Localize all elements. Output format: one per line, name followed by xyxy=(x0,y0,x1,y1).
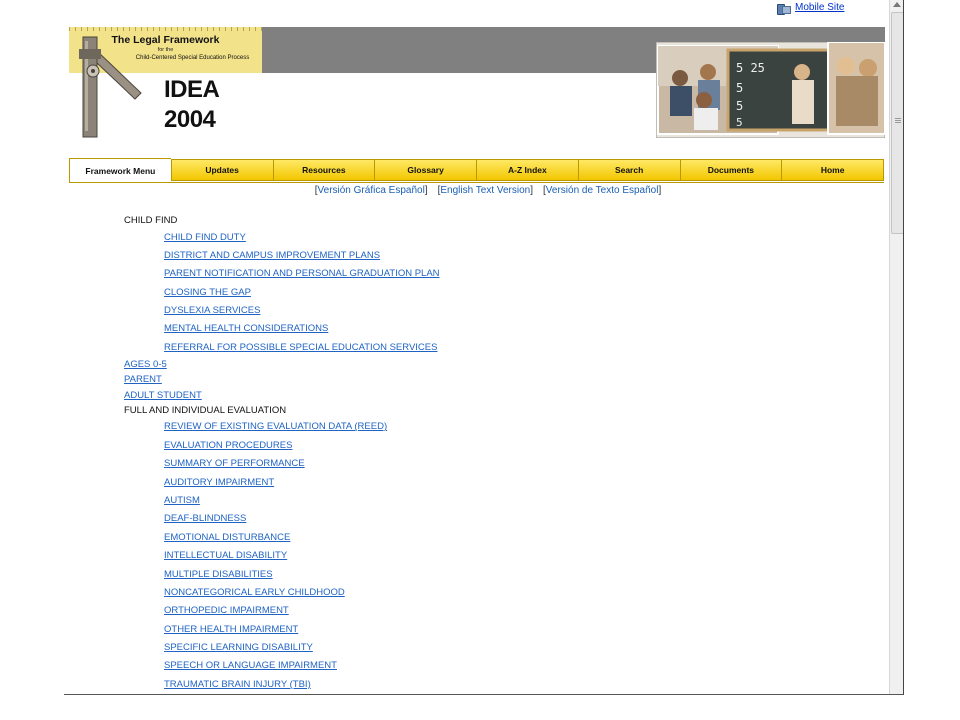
scroll-up-arrow-icon[interactable] xyxy=(893,2,901,7)
page-frame-right xyxy=(903,0,904,695)
tab-home[interactable]: Home xyxy=(781,159,884,181)
lang-grafica-espanol[interactable]: Versión Gráfica Español xyxy=(317,185,425,196)
menu-link[interactable]: PARENT NOTIFICATION AND PERSONAL GRADUATION PLAN xyxy=(164,268,440,279)
svg-text:5 25: 5 25 xyxy=(736,61,765,75)
menu-link[interactable]: EMOTIONAL DISTURBANCE xyxy=(164,532,291,543)
menu-link-adult-student[interactable]: ADULT STUDENT xyxy=(124,390,202,401)
lang-link-grafica: [Versión Gráfica Español] xyxy=(314,185,428,196)
grip-icon xyxy=(895,118,901,119)
tab-documents[interactable]: Documents xyxy=(680,159,782,181)
menu-link[interactable]: REFERRAL FOR POSSIBLE SPECIAL EDUCATION SERVICES xyxy=(164,342,438,353)
tab-resources[interactable]: Resources xyxy=(273,159,375,181)
language-links xyxy=(0,185,960,196)
menu-link[interactable]: CLOSING THE GAP xyxy=(164,287,251,298)
svg-text:5: 5 xyxy=(736,99,744,113)
tab-updates[interactable]: Updates xyxy=(171,159,273,181)
idea-line-2: 2004 xyxy=(164,106,216,133)
menu-link[interactable]: MENTAL HEALTH CONSIDERATIONS xyxy=(164,323,329,334)
lang-english-text[interactable]: English Text Version xyxy=(440,185,531,196)
logo-subtitle: Child-Centered Special Education Process xyxy=(135,55,250,61)
menu-link[interactable]: CHILD FIND DUTY xyxy=(164,232,246,243)
menu-link[interactable]: MULTIPLE DISABILITIES xyxy=(164,569,273,580)
logo-for-text: for the xyxy=(157,47,174,53)
students-photo-collage xyxy=(656,42,885,138)
menu-link-ages-0-5[interactable]: AGES 0-5 xyxy=(124,359,167,370)
lang-link-english: [English Text Version] xyxy=(437,185,534,196)
menu-link[interactable]: INTELLECTUAL DISABILITY xyxy=(164,550,288,561)
lang-texto-espanol[interactable]: Versión de Texto Español xyxy=(545,185,659,196)
menu-link[interactable]: REVIEW OF EXISTING EVALUATION DATA (REED) xyxy=(164,421,388,432)
menu-link[interactable]: DYSLEXIA SERVICES xyxy=(164,305,261,316)
mobile-site-label[interactable]: Mobile Site xyxy=(795,2,845,13)
tab-search[interactable]: Search xyxy=(578,159,680,181)
menu-link-parent[interactable]: PARENT xyxy=(124,374,162,385)
mobile-device-icon xyxy=(777,3,789,13)
idea-line-1: IDEA xyxy=(164,76,220,103)
menu-link[interactable]: TRAUMATIC BRAIN INJURY (TBI) xyxy=(164,679,311,690)
menu-link[interactable]: AUDITORY IMPAIRMENT xyxy=(164,477,275,488)
tab-a-z-index[interactable]: A-Z Index xyxy=(476,159,578,181)
logo-title: The Legal Framework xyxy=(111,34,220,46)
menu-link[interactable]: SUMMARY OF PERFORMANCE xyxy=(164,458,305,469)
menu-link[interactable]: EVALUATION PROCEDURES xyxy=(164,440,293,451)
svg-text:5: 5 xyxy=(736,116,743,129)
page-frame-bottom xyxy=(64,694,904,695)
vertical-scrollbar[interactable] xyxy=(889,0,904,694)
idea-title xyxy=(164,75,219,135)
main-nav xyxy=(69,158,884,183)
svg-text:5: 5 xyxy=(736,81,744,95)
combination-square-icon xyxy=(75,35,145,139)
menu-link[interactable]: NONCATEGORICAL EARLY CHILDHOOD xyxy=(164,587,345,598)
mobile-site-link[interactable] xyxy=(777,2,844,13)
menu-link[interactable]: AUTISM xyxy=(164,495,200,506)
menu-link[interactable]: SPEECH OR LANGUAGE IMPAIRMENT xyxy=(164,660,337,671)
menu-link[interactable]: OTHER HEALTH IMPAIRMENT xyxy=(164,624,299,635)
site-header xyxy=(69,27,885,141)
section-heading-evaluation: FULL AND INDIVIDUAL EVALUATION xyxy=(124,405,287,416)
tab-framework-menu[interactable]: Framework Menu xyxy=(69,158,171,182)
tab-glossary[interactable]: Glossary xyxy=(374,159,476,181)
section-heading-child-find: CHILD FIND xyxy=(124,215,178,226)
ruler-marks xyxy=(69,27,262,31)
menu-link[interactable]: DISTRICT AND CAMPUS IMPROVEMENT PLANS xyxy=(164,250,381,261)
menu-link[interactable]: SPECIFIC LEARNING DISABILITY xyxy=(164,642,313,653)
lang-link-texto: [Versión de Texto Español] xyxy=(543,185,662,196)
menu-link[interactable]: ORTHOPEDIC IMPAIRMENT xyxy=(164,605,289,616)
menu-link[interactable]: DEAF-BLINDNESS xyxy=(164,513,247,524)
